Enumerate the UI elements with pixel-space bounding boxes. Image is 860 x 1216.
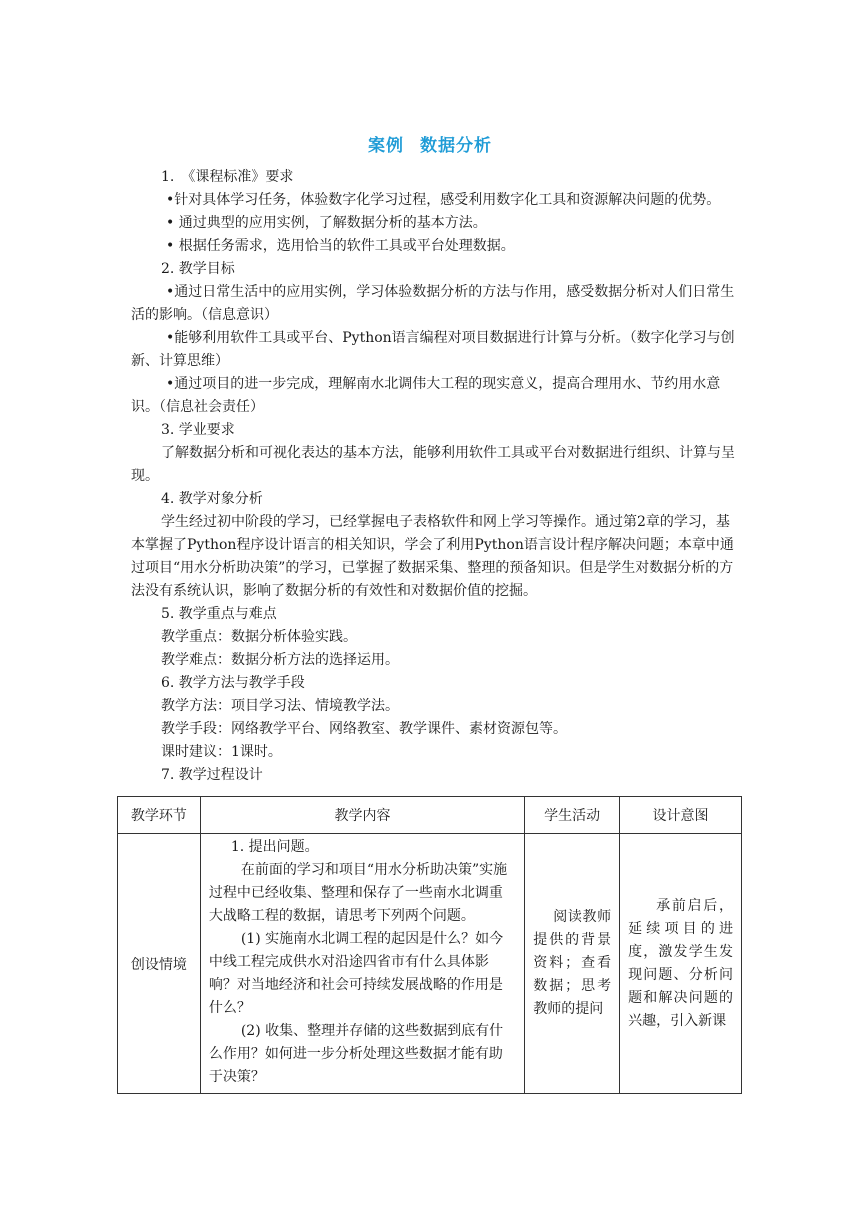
header-stage: 教学环节 [118,797,201,834]
header-content: 教学内容 [200,797,524,834]
section-3-text: 了解数据分析和可视化表达的基本方法，能够利用软件工具或平台对数据进行组织、计算与呈现。 [131,445,735,484]
lesson-process-table [117,796,742,1094]
teaching-key-point: 教学重点：数据分析体验实践。 [161,629,357,645]
table-header-row [118,797,742,834]
content-paragraph: (2) 收集、整理并存储的这些数据到底有什么作用？如何进一步分析处理这些数据才能有助于决策？ [208,1023,504,1085]
teaching-means: 教学手段：网络教学平台、网络教室、教学课件、素材资源包等。 [161,721,567,737]
teaching-method: 教学方法：项目学习法、情境教学法。 [161,698,399,714]
section-1-bullet: • 通过典型的应用实例，了解数据分析的基本方法。 [166,215,487,231]
section-2-bullet: •通过项目的进一步完成，理解南水北调伟大工程的现实意义，提高合理用水、节约用水意识。（信息社会责任） [131,376,721,415]
content-cell [200,834,524,1094]
section-2-bullet: •能够利用软件工具或平台、Python语言编程对项目数据进行计算与分析。（数字化学习与创新、计算思维） [131,330,735,369]
content-paragraph: 在前面的学习和项目“用水分析助决策”实施过程中已经收集、整理和保存了一些南水北调重大战略工程的数据，请思考下列两个问题。 [208,862,508,924]
document-title [0,131,860,156]
section-3-heading: 3. 学业要求 [161,422,235,438]
document-body [131,166,737,787]
teaching-difficulty: 教学难点：数据分析方法的选择运用。 [161,652,399,668]
title-part-1: 案例 [368,136,404,156]
header-intent: 设计意图 [620,797,742,834]
section-7-heading: 7. 教学过程设计 [161,767,263,783]
content-paragraph: (1) 实施南水北调工程的起因是什么？如今中线工程完成供水对沿途四省市有什么具体影响？对当地经济和社会可持续发展战略的作用是什么？ [208,931,504,1016]
class-hours: 课时建议：1课时。 [161,744,282,760]
table-row [118,834,742,1094]
section-6-heading: 6. 教学方法与教学手段 [161,675,305,691]
content-paragraph: 1. 提出问题。 [230,839,319,855]
section-4-heading: 4. 教学对象分析 [161,491,263,507]
section-1-heading: 1. 《课程标准》要求 [161,169,294,185]
section-5-heading: 5. 教学重点与难点 [161,606,277,622]
activity-cell: 阅读教师提供的背景资料；查看数据；思考教师的提问 [525,834,620,1094]
section-2-bullet: •通过日常生活中的应用实例，学习体验数据分析的方法与作用，感受数据分析对人们日常生活的影响。（信息意识） [131,284,735,323]
section-1-bullet: • 根据任务需求，选用恰当的软件工具或平台处理数据。 [166,238,515,254]
section-2-heading: 2. 教学目标 [161,261,235,277]
intent-cell: 承前启后，延续项目的进度，激发学生发现问题、分析问题和解决问题的兴趣，引入新课 [620,834,742,1094]
title-part-2: 数据分析 [420,136,492,156]
section-1-bullet: •针对具体学习任务，体验数字化学习过程，感受利用数字化工具和资源解决问题的优势。 [166,192,721,208]
header-activity: 学生活动 [525,797,620,834]
stage-cell: 创设情境 [118,834,201,1094]
section-4-text: 学生经过初中阶段的学习，已经掌握电子表格软件和网上学习等操作。通过第2章的学习，基本掌握了Python程序设计语言的相关知识，学会了利用Python语言设计程序解决问题；本章中通过项目“用水分析助决策”的学习，已掌握了数据采集、整理的预备知识。但是学生对数据分析的方法没有系统认识，影响了数据分析的有效性和对数据价值的挖掘。 [131,514,734,599]
